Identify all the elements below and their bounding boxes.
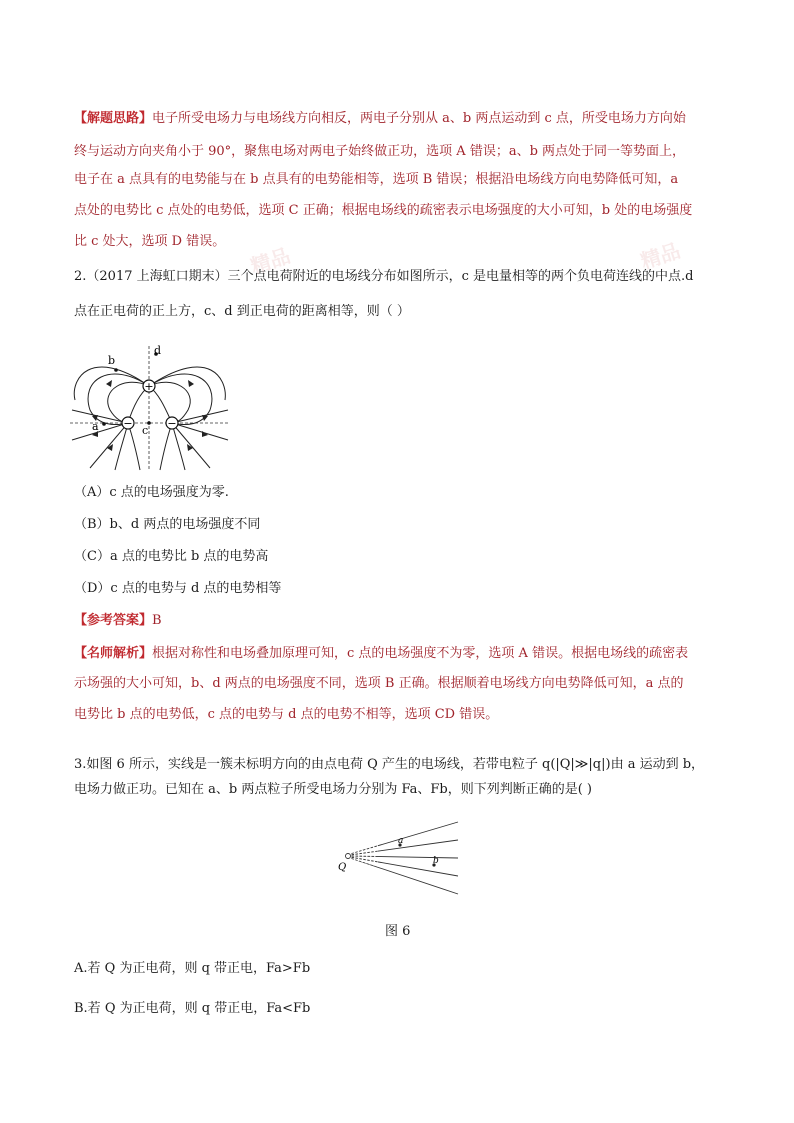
option-d: （D）c 点的电势与 d 点的电势相等 [74,581,282,596]
solution-tag: 【解题思路】 [74,111,153,126]
negative-charge-left-sign: − [123,417,133,430]
question-2-line-1: 2.（2017 上海虹口期末）三个点电荷附近的电场线分布如图所示，c 是电量相等的两个负电荷连线的中点.d [74,269,694,284]
figure-6-caption: 图 6 [385,924,411,939]
field-line [149,367,225,400]
analysis-tag: 【名师解析】 [74,646,153,661]
label-b: b [433,856,439,866]
option-a: （A）c 点的电场强度为零. [74,485,229,500]
field-line [172,423,210,468]
field-arrow [188,380,194,387]
option-b: （B）b、d 两点的电场强度不同 [74,517,261,532]
analysis-line-2: 示场强的大小可知，b、d 两点的电场强度不同，选项 B 正确。根据顺着电场线方向电势降低可知，a 点的 [74,676,684,691]
point-a-marker [102,422,106,426]
solution-paragraph-line-4: 点处的电势比 c 点处的电势低，选项 C 正确；根据电场线的疏密表示电场强度的大小可知，b 处的电场强度 [74,203,693,218]
watermark: 精品 [247,243,294,279]
solution-paragraph-line-5: 比 c 处大，选项 D 错误。 [74,234,226,249]
label-d: d [154,344,162,357]
solution-paragraph-line-2: 终与运动方向夹角小于 90°，聚焦电场对两电子始终做正功，选项 A 错误；a、b 两点处于同一等势面上， [74,144,686,159]
option-c: （C）a 点的电势比 b 点的电势高 [74,549,269,564]
label-Q: Q [338,862,347,873]
reference-answer [74,612,162,630]
answer-value: B [152,613,162,628]
field-line [72,423,128,440]
point-b-marker [114,368,118,372]
solution-paragraph-line-3: 电子在 a 点具有的电势能与在 b 点具有的电势能相等，选项 B 错误；根据沿电场线方向电势降低可知，a [74,172,679,187]
field-line [128,423,140,470]
q3-option-a: A.若 Q 为正电荷，则 q 带正电，Fa>Fb [74,961,311,976]
field-arrow [106,380,112,387]
field-lines-figure [70,340,230,472]
analysis-line-1 [74,645,688,663]
label-b: b [108,354,116,367]
label-a: a [92,420,99,433]
field-arrow [202,415,208,421]
positive-charge-sign: + [144,380,154,393]
solution-paragraph-line-1 [74,110,686,128]
field-line [160,423,172,470]
field-line [172,423,228,440]
question-3-line-2: 电场力做正功。已知在 a、b 两点粒子所受电场力分别为 Fa、Fb，则下列判断正确的是( ) [74,782,592,797]
q3-option-b: B.若 Q 为正电荷，则 q 带正电，Fa<Fb [74,1001,311,1016]
point-charge-figure [332,818,462,900]
question-2-line-2: 点在正电荷的正上方，c、d 到正电荷的距离相等，则（ ） [74,304,410,319]
field-line [74,367,149,400]
analysis-text-1: 根据对称性和电场叠加原理可知，c 点的电场强度不为零，选项 A 错误。根据电场线的疏密表 [152,646,689,661]
question-3-line-1: 3.如图 6 所示，实线是一簇未标明方向的由点电荷 Q 产生的电场线，若带电粒子 q(|Q|≫|q|)由 a 运动到 b， [74,757,705,772]
negative-charge-right-sign: − [167,417,177,430]
analysis-line-3: 电势比 b 点的电势低，c 点的电势与 d 点的电势不相等，选项 CD 错误。 [74,707,499,722]
answer-tag: 【参考答案】 [74,613,153,628]
watermark: 精品 [637,238,684,274]
solution-text-1: 电子所受电场力与电场线方向相反，两电子分别从 a、b 两点运动到 c 点，所受电场力方向始 [152,111,686,126]
label-c: c [142,424,149,437]
field-line [149,374,212,425]
charge-Q-marker [346,854,351,859]
label-a: a [398,836,404,846]
